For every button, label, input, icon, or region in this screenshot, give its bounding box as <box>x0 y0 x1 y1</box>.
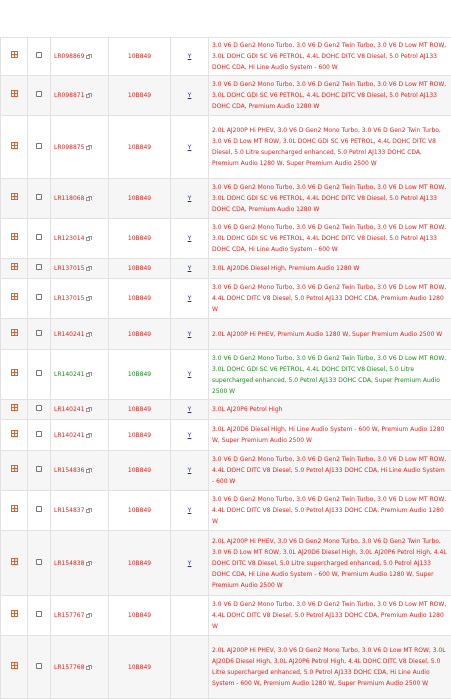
expand-icon[interactable] <box>11 465 18 472</box>
description-text: 3.0L AJ20D6 Diesel High, Hi Line Audio System - 600 W, Premium Audio 1280 W, Super Premium Audio 2500 W <box>212 426 445 444</box>
flag-cell <box>171 319 209 350</box>
code-cell <box>109 319 171 350</box>
flag-cell <box>171 451 209 491</box>
parts-table <box>0 37 451 699</box>
flag-cell <box>171 350 209 400</box>
expand-icon[interactable] <box>11 404 18 411</box>
table-row <box>1 319 451 350</box>
description-text: 2.0L AJ200P Hi PHEV, 3.0 V6 D Gen2 Mono Turbo, 3.0 V6 D Gen2 Twin Turbo, 3.0 V6 D Low MT ROW, 3.0L DOHC GDI SC V6 PETROL, 4.4L DOHC DITC V8 Diesel, 5.0 Litre supercharged enhanced, 5.0 Petrol AJ133 DOHC CDA, Premium Audio 1280 W, Super Premium Audio 2500 W <box>212 127 441 167</box>
flag-cell <box>171 491 209 531</box>
copy-icon[interactable] <box>86 408 90 412</box>
table-row <box>1 219 451 259</box>
description-text: 2.0L AJ200P Hi PHEV, Premium Audio 1280 W, Super Premium Audio 2500 W <box>212 330 443 338</box>
select-cell <box>28 420 51 451</box>
table-row <box>1 76 451 116</box>
expand-cell <box>1 420 28 451</box>
flag-link[interactable]: Y <box>187 195 192 202</box>
description-text: 3.0L AJ20P6 Petrol High <box>212 406 283 413</box>
flag-cell <box>171 219 209 259</box>
code-value: 10B849 <box>127 663 152 671</box>
expand-icon[interactable] <box>11 293 18 300</box>
expand-icon[interactable] <box>11 505 18 512</box>
description-cell <box>209 400 451 420</box>
part-number-cell <box>51 319 109 350</box>
row-checkbox[interactable] <box>36 91 42 97</box>
part-number[interactable]: LR154838 <box>54 559 85 567</box>
description-cell <box>209 279 451 319</box>
part-number[interactable]: LR140241 <box>54 371 85 378</box>
expand-cell <box>1 491 28 531</box>
code-value: 10B849 <box>127 612 152 619</box>
flag-link[interactable]: Y <box>187 53 192 60</box>
part-number[interactable]: LR123014 <box>54 235 85 242</box>
select-cell <box>28 219 51 259</box>
description-cell <box>209 531 451 596</box>
expand-cell <box>1 531 28 596</box>
code-cell <box>109 531 171 596</box>
flag-cell <box>171 400 209 420</box>
description-cell <box>209 420 451 451</box>
select-cell <box>28 38 51 76</box>
table-row <box>1 636 451 699</box>
description-text: 2.0L AJ200P Hi PHEV, 3.0 V6 D Gen2 Mono Turbo, 3.0 V6 D Gen2 Twin Turbo, 3.0 V6 D Low MT ROW, 3.0L AJ20D6 Diesel High, 3.0L AJ20P6 Petrol High, 4.4L DOHC DITC V8 Diesel, 5.0 Litre supercharged enhanced, 5.0 Petrol AJ133 DOHC CDA, Hi Line Audio System - 600 W, Premium Audio 1280 W, Super Premium Audio 2500 W <box>212 537 447 589</box>
select-cell <box>28 76 51 116</box>
flag-link[interactable]: Y <box>187 92 192 99</box>
select-cell <box>28 179 51 219</box>
expand-cell <box>1 76 28 116</box>
select-cell <box>28 531 51 596</box>
expand-cell <box>1 350 28 400</box>
copy-icon[interactable] <box>86 237 90 241</box>
code-value: 10B849 <box>127 265 152 272</box>
code-cell <box>109 491 171 531</box>
code-cell <box>109 179 171 219</box>
description-cell <box>209 38 451 76</box>
flag-link[interactable]: Y <box>187 295 192 302</box>
select-cell <box>28 259 51 279</box>
description-cell <box>209 491 451 531</box>
part-number-cell <box>51 116 109 179</box>
code-value: 10B849 <box>127 295 152 302</box>
code-value: 10B849 <box>127 92 152 99</box>
description-cell <box>209 451 451 491</box>
flag-cell <box>171 259 209 279</box>
expand-icon[interactable] <box>11 263 18 270</box>
part-number[interactable]: LR154837 <box>54 507 85 514</box>
part-number-cell <box>51 219 109 259</box>
code-cell <box>109 219 171 259</box>
expand-cell <box>1 38 28 76</box>
flag-cell <box>171 76 209 116</box>
copy-icon[interactable] <box>86 373 90 377</box>
part-number-cell <box>51 279 109 319</box>
select-cell <box>28 279 51 319</box>
code-cell <box>109 76 171 116</box>
expand-cell <box>1 279 28 319</box>
part-number-cell <box>51 420 109 451</box>
row-checkbox[interactable] <box>36 431 42 437</box>
select-cell <box>28 636 51 699</box>
part-number-cell <box>51 38 109 76</box>
part-number[interactable]: LR137015 <box>54 295 85 302</box>
part-number-cell <box>51 350 109 400</box>
flag-cell <box>171 531 209 596</box>
table-row <box>1 531 451 596</box>
part-number[interactable]: LR098869 <box>54 53 85 60</box>
part-number[interactable]: LR154836 <box>54 467 85 474</box>
description-text: 3.0 V6 D Gen2 Mono Turbo, 3.0 V6 D Gen2 Twin Turbo, 3.0 V6 D Low MT ROW, 3.0L DOHC GDI SC V6 PETROL, 4.4L DOHC DITC V8 Diesel, 5.0 Litre supercharged enhanced, 5.0 Petrol AJ133 DOHC CDA, Super Premium Audio 2500 W <box>212 354 447 395</box>
code-cell <box>109 259 171 279</box>
table-row <box>1 491 451 531</box>
select-cell <box>28 451 51 491</box>
part-number-cell <box>51 491 109 531</box>
part-number-cell <box>51 76 109 116</box>
code-value: 10B849 <box>127 431 152 439</box>
description-cell <box>209 350 451 400</box>
copy-icon[interactable] <box>86 197 90 201</box>
description-text: 2.0L AJ200P Hi PHEV, 3.0 V6 D Gen2 Mono Turbo, 3.0 V6 D Low MT ROW, 3.0L AJ20D6 Diesel High, 3.0L AJ20P6 Petrol High, 4.4L DOHC DITC V8 Diesel, 5.0 Litre supercharged enhanced, 5.0 Petrol AJ133 DOHC CDA, Hi Line Audio System - 600 W, Premium Audio 1280 W, Super Premium Audio 2500 W <box>212 647 446 687</box>
row-checkbox[interactable] <box>36 370 42 376</box>
code-cell <box>109 636 171 699</box>
part-number-cell <box>51 531 109 596</box>
expand-icon[interactable] <box>11 662 18 669</box>
row-checkbox[interactable] <box>36 466 42 472</box>
flag-link[interactable]: Y <box>187 235 192 242</box>
part-number[interactable]: LR118068 <box>54 195 85 202</box>
part-number[interactable]: LR137015 <box>54 265 85 272</box>
expand-icon[interactable] <box>11 233 18 240</box>
row-checkbox[interactable] <box>36 330 42 336</box>
part-number[interactable]: LR140241 <box>54 431 85 439</box>
description-cell <box>209 116 451 179</box>
flag-link[interactable]: Y <box>187 330 192 338</box>
expand-icon[interactable] <box>11 193 18 200</box>
part-number[interactable]: LR098871 <box>54 92 85 99</box>
part-number-cell <box>51 259 109 279</box>
flag-cell <box>171 179 209 219</box>
expand-icon[interactable] <box>11 329 18 336</box>
flag-cell <box>171 636 209 699</box>
copy-icon[interactable] <box>86 333 90 337</box>
select-cell <box>28 491 51 531</box>
part-number-cell <box>51 596 109 636</box>
part-number[interactable]: LR098875 <box>54 143 85 151</box>
part-number-cell <box>51 179 109 219</box>
row-checkbox[interactable] <box>36 143 42 149</box>
description-text: 3.0 V6 D Gen2 Mono Turbo, 3.0 V6 D Gen2 Twin Turbo, 3.0 V6 D Low MT ROW, 4.4L DOHC DITC V8 Diesel, 5.0 Petrol AJ133 DOHC CDA, Premium Audio 1280 W <box>212 496 447 525</box>
description-text: 3.0 V6 D Gen2 Mono Turbo, 3.0 V6 D Gen2 Twin Turbo, 3.0 V6 D Low MT ROW, 4.4L DOHC DITC V8 Diesel, 5.0 Petrol AJ133 DOHC CDA, Hi Line Audio System - 600 W <box>212 456 447 485</box>
description-cell <box>209 319 451 350</box>
flag-cell <box>171 38 209 76</box>
description-cell <box>209 179 451 219</box>
expand-icon[interactable] <box>11 90 18 97</box>
part-number[interactable]: LR157768 <box>54 663 85 671</box>
row-checkbox[interactable] <box>36 264 42 270</box>
code-value: 10B849 <box>127 235 152 242</box>
expand-cell <box>1 451 28 491</box>
code-value: 10B849 <box>127 195 152 202</box>
flag-link[interactable]: Y <box>187 371 192 378</box>
code-value: 10B849 <box>127 143 152 151</box>
code-cell <box>109 451 171 491</box>
table-row <box>1 350 451 400</box>
code-value: 10B849 <box>127 467 152 474</box>
row-checkbox[interactable] <box>36 559 42 565</box>
expand-icon[interactable] <box>11 369 18 376</box>
expand-icon[interactable] <box>11 51 18 58</box>
row-checkbox[interactable] <box>36 611 42 617</box>
row-checkbox[interactable] <box>36 294 42 300</box>
copy-icon[interactable] <box>86 469 90 473</box>
description-cell <box>209 219 451 259</box>
code-cell <box>109 279 171 319</box>
table-row <box>1 116 451 179</box>
expand-icon[interactable] <box>11 430 18 437</box>
select-cell <box>28 350 51 400</box>
table-row <box>1 279 451 319</box>
copy-icon[interactable] <box>86 267 90 271</box>
copy-icon[interactable] <box>86 666 90 670</box>
part-number[interactable]: LR157767 <box>54 612 85 619</box>
description-text: 3.0 V6 D Gen2 Mono Turbo, 3.0 V6 D Gen2 Twin Turbo, 3.0 V6 D Low MT ROW, 3.0L DOHC GDI SC V6 PETROL, 4.4L DOHC DITC V8 Diesel, 5.0 Petrol AJ133 DOHC CDA, Premium Audio 1280 W <box>212 184 447 213</box>
part-number-cell <box>51 451 109 491</box>
select-cell <box>28 116 51 179</box>
part-number-cell <box>51 400 109 420</box>
code-cell <box>109 420 171 451</box>
code-value: 10B849 <box>127 371 152 378</box>
expand-cell <box>1 219 28 259</box>
expand-icon[interactable] <box>11 558 18 565</box>
flag-cell <box>171 116 209 179</box>
expand-cell <box>1 319 28 350</box>
description-text: 3.0 V6 D Gen2 Mono Turbo, 3.0 V6 D Gen2 Twin Turbo, 3.0 V6 D Low MT ROW, 4.4L DOHC DITC V8 Diesel, 5.0 Petrol AJ133 DOHC CDA, Premium Audio 1280 W <box>212 601 447 630</box>
code-value: 10B849 <box>127 559 152 567</box>
table-row <box>1 420 451 451</box>
part-number-cell <box>51 636 109 699</box>
description-cell <box>209 596 451 636</box>
expand-cell <box>1 259 28 279</box>
code-value: 10B849 <box>127 53 152 60</box>
description-text: 3.0 V6 D Gen2 Mono Turbo, 3.0 V6 D Gen2 Twin Turbo, 3.0 V6 D Low MT ROW, 3.0L DOHC GDI SC V6 PETROL, 4.4L DOHC DITC V8 Diesel, 5.0 Petrol AJ133 DOHC CDA, Hi Line Audio System - 600 W <box>212 42 447 71</box>
code-cell <box>109 116 171 179</box>
flag-link[interactable]: Y <box>187 559 192 567</box>
copy-icon[interactable] <box>86 94 90 98</box>
table-row <box>1 38 451 76</box>
code-cell <box>109 400 171 420</box>
description-text: 3.0 V6 D Gen2 Mono Turbo, 3.0 V6 D Gen2 Twin Turbo, 3.0 V6 D Low MT ROW, 3.0L DOHC GDI SC V6 PETROL, 4.4L DOHC DITC V8 Diesel, 5.0 Petrol AJ133 DOHC CDA, Premium Audio 1280 W <box>212 81 447 110</box>
description-cell <box>209 259 451 279</box>
flag-link[interactable]: Y <box>187 467 192 474</box>
flag-cell <box>171 420 209 451</box>
flag-cell <box>171 279 209 319</box>
code-cell <box>109 38 171 76</box>
row-checkbox[interactable] <box>36 506 42 512</box>
code-cell <box>109 596 171 636</box>
row-checkbox[interactable] <box>36 663 42 669</box>
row-checkbox[interactable] <box>36 52 42 58</box>
expand-icon[interactable] <box>11 610 18 617</box>
table-row <box>1 179 451 219</box>
copy-icon[interactable] <box>86 146 90 150</box>
description-text: 3.0 V6 D Gen2 Mono Turbo, 3.0 V6 D Gen2 Twin Turbo, 3.0 V6 D Low MT ROW, 3.0L DOHC GDI SC V6 PETROL, 4.4L DOHC DITC V8 Diesel, 5.0 Petrol AJ133 DOHC CDA, Hi Line Audio System - 600 W <box>212 224 447 253</box>
select-cell <box>28 319 51 350</box>
select-cell <box>28 596 51 636</box>
row-checkbox[interactable] <box>36 234 42 240</box>
flag-link[interactable]: Y <box>187 406 192 413</box>
flag-link[interactable]: Y <box>187 507 192 514</box>
row-checkbox[interactable] <box>36 194 42 200</box>
copy-icon[interactable] <box>86 297 90 301</box>
part-number[interactable]: LR140241 <box>54 406 85 413</box>
copy-icon[interactable] <box>86 509 90 513</box>
row-checkbox[interactable] <box>36 405 42 411</box>
copy-icon[interactable] <box>86 562 90 566</box>
expand-icon[interactable] <box>11 142 18 149</box>
copy-icon[interactable] <box>86 434 90 438</box>
top-area <box>0 0 451 37</box>
expand-cell <box>1 400 28 420</box>
parts-table-body <box>1 38 451 699</box>
table-row <box>1 400 451 420</box>
flag-link[interactable]: Y <box>187 265 192 272</box>
flag-link[interactable]: Y <box>187 143 192 151</box>
copy-icon[interactable] <box>86 55 90 59</box>
part-number[interactable]: LR140241 <box>54 330 85 338</box>
expand-cell <box>1 116 28 179</box>
code-value: 10B849 <box>127 330 152 338</box>
description-cell <box>209 76 451 116</box>
expand-cell <box>1 179 28 219</box>
copy-icon[interactable] <box>86 614 90 618</box>
table-row <box>1 596 451 636</box>
expand-cell <box>1 636 28 699</box>
description-text: 3.0L AJ20D6 Diesel High, Premium Audio 1280 W <box>212 265 360 272</box>
flag-cell <box>171 596 209 636</box>
table-row <box>1 259 451 279</box>
expand-cell <box>1 596 28 636</box>
description-text: 3.0 V6 D Gen2 Mono Turbo, 3.0 V6 D Gen2 Twin Turbo, 3.0 V6 D Low MT ROW, 4.4L DOHC DITC V8 Diesel, 5.0 Petrol AJ133 DOHC CDA, Premium Audio 1280 W <box>212 284 447 313</box>
code-value: 10B849 <box>127 406 152 413</box>
description-cell <box>209 636 451 699</box>
table-row <box>1 451 451 491</box>
flag-link[interactable]: Y <box>187 431 192 439</box>
select-cell <box>28 400 51 420</box>
code-value: 10B849 <box>127 507 152 514</box>
code-cell <box>109 350 171 400</box>
